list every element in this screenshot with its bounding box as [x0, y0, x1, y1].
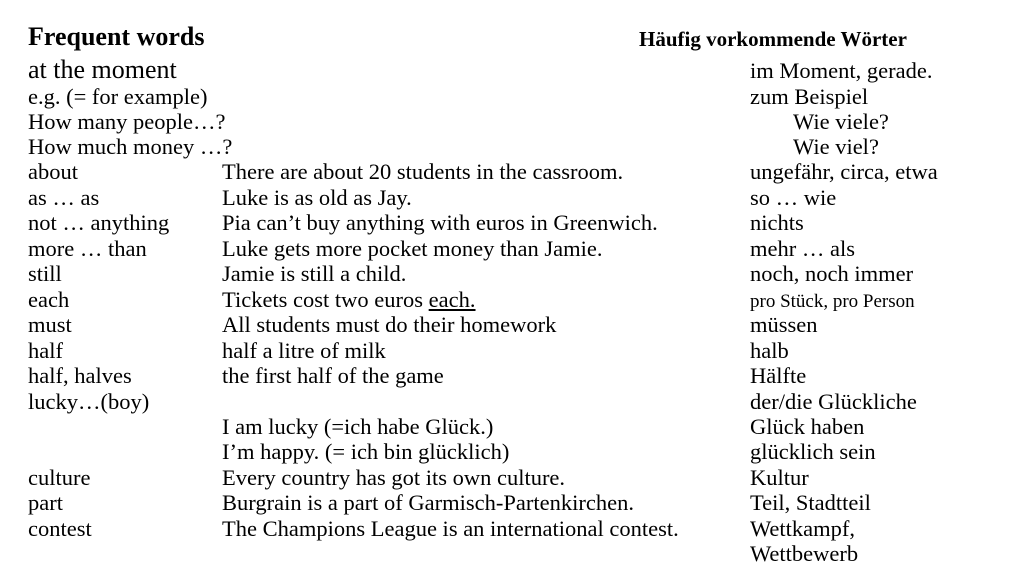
- vocab-translation: ungefähr, circa, etwa: [750, 159, 938, 184]
- vocab-translation: glücklich sein: [750, 439, 876, 464]
- vocab-word: more … than: [28, 236, 147, 261]
- phrase-de: Wie viel?: [793, 134, 879, 159]
- phrase-de: Wie viele?: [793, 109, 889, 134]
- vocab-translation: Kultur: [750, 465, 809, 490]
- vocab-example: Jamie is still a child.: [222, 261, 407, 286]
- vocab-word: contest: [28, 516, 92, 541]
- vocab-example: Luke is as old as Jay.: [222, 185, 412, 210]
- vocab-translation: mehr … als: [750, 236, 855, 261]
- vocab-word: about: [28, 159, 78, 184]
- phrase-de: zum Beispiel: [750, 84, 869, 109]
- vocab-translation: Wettbewerb: [750, 541, 859, 566]
- vocab-word: part: [28, 490, 63, 515]
- vocab-example: All students must do their homework: [222, 312, 557, 337]
- underlined-word: each.: [428, 287, 476, 312]
- vocab-translation: noch, noch immer: [750, 261, 914, 286]
- vocab-translation: Teil, Stadtteil: [750, 490, 871, 515]
- vocab-word: each: [28, 287, 70, 312]
- vocab-translation: nichts: [750, 210, 804, 235]
- vocab-example: the first half of the game: [222, 363, 444, 388]
- title-english: Frequent words: [28, 22, 205, 51]
- vocab-translation: Glück haben: [750, 414, 865, 439]
- vocab-example: Luke gets more pocket money than Jamie.: [222, 236, 603, 261]
- phrase-en: e.g. (= for example): [28, 84, 208, 109]
- vocab-example: [222, 289, 476, 312]
- vocab-translation: müssen: [750, 312, 818, 337]
- vocab-word: as … as: [28, 185, 100, 210]
- vocab-example: I’m happy. (= ich bin glücklich): [222, 439, 510, 464]
- vocab-example: There are about 20 students in the cassroom.: [222, 159, 624, 184]
- vocab-word: must: [28, 312, 72, 337]
- vocab-word: half, halves: [28, 363, 132, 388]
- phrase-en: How many people…?: [28, 109, 226, 134]
- vocab-word: not … anything: [28, 210, 170, 235]
- phrase-de: im Moment, gerade.: [750, 58, 933, 83]
- vocab-translation: so … wie: [750, 185, 837, 210]
- vocab-example: Burgrain is a part of Garmisch-Partenkirchen.: [222, 490, 634, 515]
- vocab-example: Every country has got its own culture.: [222, 465, 566, 490]
- vocab-word: culture: [28, 465, 91, 490]
- vocab-example: half a litre of milk: [222, 338, 386, 363]
- vocab-word: lucky…(boy): [28, 389, 150, 414]
- phrase-en: at the moment: [28, 55, 177, 84]
- vocab-translation: halb: [750, 338, 789, 363]
- vocab-example: Pia can’t buy anything with euros in Greenwich.: [222, 210, 658, 235]
- vocab-translation: pro Stück, pro Person: [750, 291, 915, 312]
- vocab-example: I am lucky (=ich habe Glück.): [222, 414, 494, 439]
- vocab-word: half: [28, 338, 63, 363]
- phrase-en: How much money …?: [28, 134, 233, 159]
- vocab-translation: der/die Glückliche: [750, 389, 917, 414]
- vocab-translation: Wettkampf,: [750, 516, 856, 541]
- title-german: Häufig vorkommende Wörter: [639, 27, 907, 51]
- vocab-word: still: [28, 261, 62, 286]
- example-text: Tickets cost two euros: [222, 287, 429, 312]
- vocab-translation: Hälfte: [750, 363, 807, 388]
- vocab-example: The Champions League is an international contest.: [222, 516, 679, 541]
